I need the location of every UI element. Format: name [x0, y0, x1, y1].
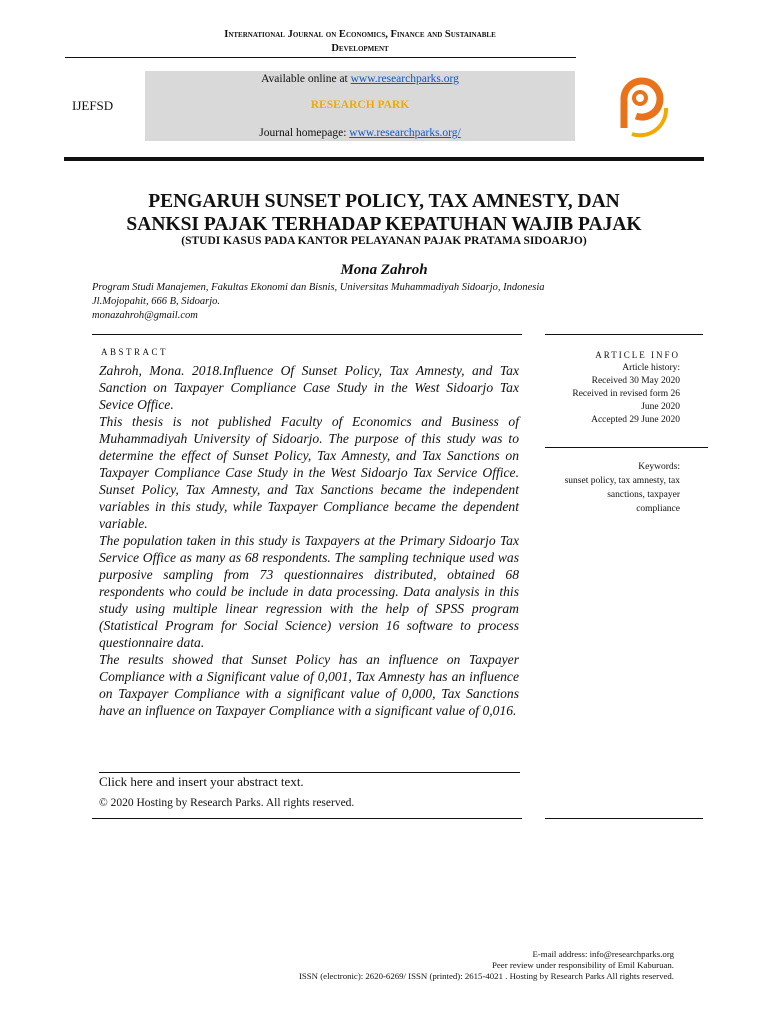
journal-abbreviation: IJEFSD	[72, 98, 114, 113]
info-divider	[545, 447, 708, 448]
footer-email: E-mail address: info@researchparks.org	[532, 949, 674, 959]
homepage-link[interactable]: www.researchparks.org/	[349, 127, 461, 139]
research-parks-logo	[606, 68, 674, 140]
keywords	[545, 460, 680, 516]
article-history	[545, 362, 680, 427]
available-online-line	[145, 73, 575, 85]
abstract-end-rule	[92, 818, 522, 819]
affiliation-line2: Jl.Mojopahit, 666 B, Sidoarjo.	[92, 296, 221, 307]
abstract-body	[99, 362, 519, 719]
abstract-paragraph-4: The results showed that Sunset Policy has an influence on Taxpayer Compliance with a Significant value of 0,001, Tax Amnesty has an influence on Taxpayer Compliance with a significant value of 0,000, Tax Sanctions have an influence on Taxpayer Compliance with a significant value of 0,016.	[99, 652, 519, 718]
journal-name	[140, 28, 580, 56]
affiliation-line1: Program Studi Manajemen, Fakultas Ekonomi dan Bisnis, Universitas Muhammadiyah Sidoarjo, Indonesia	[92, 282, 545, 293]
journal-banner	[145, 71, 575, 141]
header-thick-rule	[64, 157, 704, 161]
accepted-date: Accepted 29 June 2020	[591, 415, 680, 425]
article-title	[80, 190, 688, 236]
abstract-top-rule	[92, 334, 522, 335]
revised-date-line2: June 2020	[641, 402, 680, 412]
author-name: Mona Zahroh	[340, 262, 428, 278]
received-date: Received 30 May 2020	[591, 376, 680, 386]
article-info-heading: ARTICLE INFO	[595, 350, 680, 360]
research-parks-logo-icon	[606, 68, 674, 140]
abstract-placeholder-text[interactable]: Click here and insert your abstract text.	[99, 774, 304, 789]
title-line1: PENGARUH SUNSET POLICY, TAX AMNESTY, DAN	[148, 191, 620, 212]
research-park-brand: RESEARCH PARK	[310, 99, 410, 111]
abstract-bottom-rule	[99, 772, 520, 773]
available-prefix: Available online at	[261, 73, 351, 85]
keywords-line1: sunset policy, tax amnesty, tax	[564, 476, 680, 486]
journal-name-line2: Development	[331, 43, 389, 54]
keywords-label: Keywords:	[638, 462, 680, 472]
author-affiliation	[92, 281, 692, 323]
info-end-rule	[545, 818, 703, 819]
footer-issn: ISSN (electronic): 2620-6269/ ISSN (printed): 2615-4021 . Hosting by Research Parks All rights reserved.	[298, 971, 674, 981]
copyright-notice: © 2020 Hosting by Research Parks. All rights reserved.	[99, 797, 355, 809]
abstract-heading: ABSTRACT	[101, 347, 169, 357]
abstract-paragraph-3: The population taken in this study is Taxpayers at the Primary Sidoarjo Tax Service Office as many as 68 respondents. The sampling technique used was purposive sampling from 73 questionnaires distributed, obtained 68 respondents who could be include in data processing. Data analysis in this study using multiple linear regression with the help of SPSS program (Statistical Program for Social Science) version 16 software to process questionnaire data.	[99, 533, 519, 650]
abstract-paragraph-1: Zahroh, Mona. 2018.Influence Of Sunset Policy, Tax Amnesty, and Tax Sanction on Taxpayer Compliance Case Study in the West Sidoarjo Tax Sevice Office.	[99, 363, 519, 412]
journal-homepage-line	[145, 127, 575, 139]
info-top-rule	[545, 334, 703, 335]
revised-date-line1: Received in revised form 26	[572, 389, 680, 399]
footer-peer-review: Peer review under responsibility of Emil Kaburuan.	[492, 960, 674, 970]
available-link[interactable]: www.researchparks.org	[350, 73, 459, 85]
article-subtitle: (STUDI KASUS PADA KANTOR PELAYANAN PAJAK PRATAMA SIDOARJO)	[181, 235, 587, 247]
keywords-line2: sanctions, taxpayer	[607, 490, 680, 500]
page-footer	[240, 949, 674, 982]
header-top-rule	[65, 57, 576, 58]
abstract-paragraph-2: This thesis is not published Faculty of Economics and Business of Muhammadiyah University of Sidoarjo. The purpose of this study was to determine the effect of Sunset Policy, Tax Amnesty, and Tax Sanctions on Taxpayer Compliance Case Study in the West Sidoarjo Tax Service Office. Sunset Policy, Tax Amnesty, and Tax Sanctions became the independent variables in this study, while Taxpayer Compliance became the dependent variable.	[99, 414, 519, 531]
journal-name-line1: International Journal on Economics, Finance and Sustainable	[224, 29, 496, 40]
history-label: Article history:	[622, 363, 680, 373]
author-email: monazahroh@gmail.com	[92, 310, 198, 321]
keywords-line3: compliance	[636, 504, 680, 514]
homepage-prefix: Journal homepage:	[259, 127, 350, 139]
title-line2: SANKSI PAJAK TERHADAP KEPATUHAN WAJIB PAJAK	[126, 214, 642, 235]
